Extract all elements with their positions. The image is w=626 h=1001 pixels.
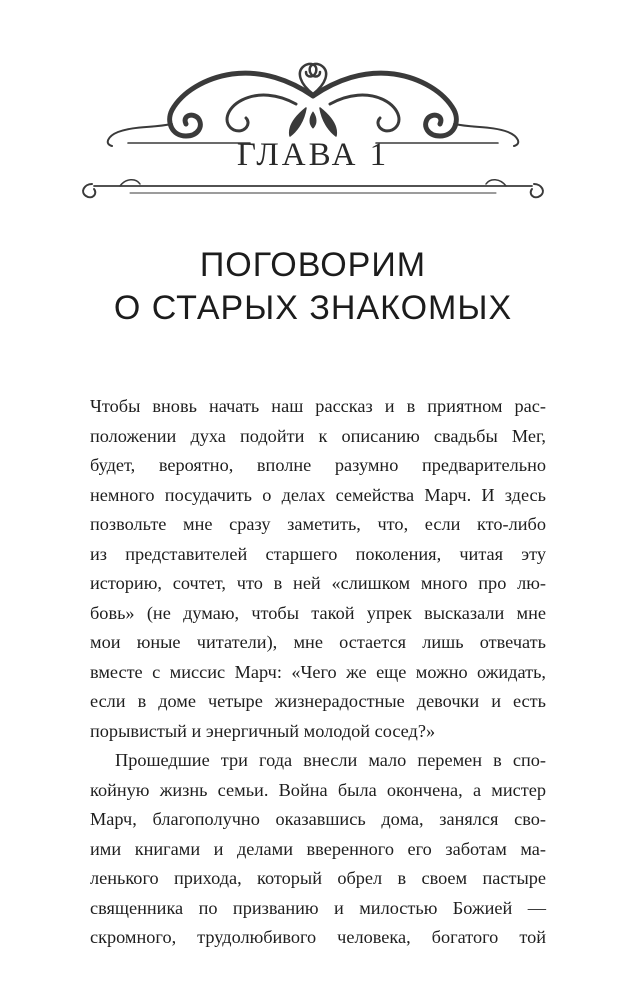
paragraph	[90, 392, 546, 746]
chapter-title-line: ПОГОВОРИМ	[199, 246, 427, 284]
text-line: Марч, благополучно оказавшись дома, занялся сво-	[90, 809, 546, 829]
text-line: вместе с миссис Марч: «Чего же еще можно ожидать,	[90, 661, 546, 682]
text-line: историю, сочтет, что в ней «слишком много про лю-	[90, 573, 546, 593]
text-line: порывистый и энергичный молодой сосед?»	[90, 720, 436, 741]
text-line: мои юные читатели), мне остается лишь отвечать	[90, 632, 546, 652]
paragraph	[90, 746, 546, 953]
text-line: позвольте мне сразу заметить, что, если кто-либо	[90, 514, 546, 534]
text-line: ими книгами и делами вверенного его заботам ма-	[90, 838, 546, 859]
text-line: Чтобы вновь начать наш рассказ и в приятном рас-	[90, 396, 546, 416]
text-line: Прошедшие три года внесли мало перемен в спо-	[115, 750, 546, 770]
text-line: священника по призванию и милостью Божией —	[90, 897, 546, 918]
text-line: положении духа подойти к описанию свадьбы Мег,	[90, 425, 546, 446]
chapter-number: ГЛАВА 1	[236, 137, 390, 173]
text-line: из представителей старшего поколения, читая эту	[90, 543, 546, 564]
chapter-title-line: О СТАРЫХ ЗНАКОМЫХ	[113, 289, 513, 327]
text-line: койную жизнь семьи. Война была окончена, а мистер	[90, 779, 546, 800]
text-line: немного посудачить о делах семейства Марч. И здесь	[90, 484, 546, 505]
text-line: если в доме четыре жизнерадостные девочки и есть	[90, 691, 546, 711]
text-line: бовь» (не думаю, чтобы такой упрек высказали мне	[90, 602, 546, 623]
text-line: будет, вероятно, вполне разумно предварительно	[90, 455, 546, 475]
text-line: скромного, трудолюбивого человека, богатого той	[90, 927, 546, 947]
chapter-title	[0, 244, 626, 330]
chapter-body	[90, 392, 546, 953]
chapter-ornament	[0, 0, 626, 215]
text-line: ленького прихода, который обрел в своем пастыре	[90, 868, 546, 888]
